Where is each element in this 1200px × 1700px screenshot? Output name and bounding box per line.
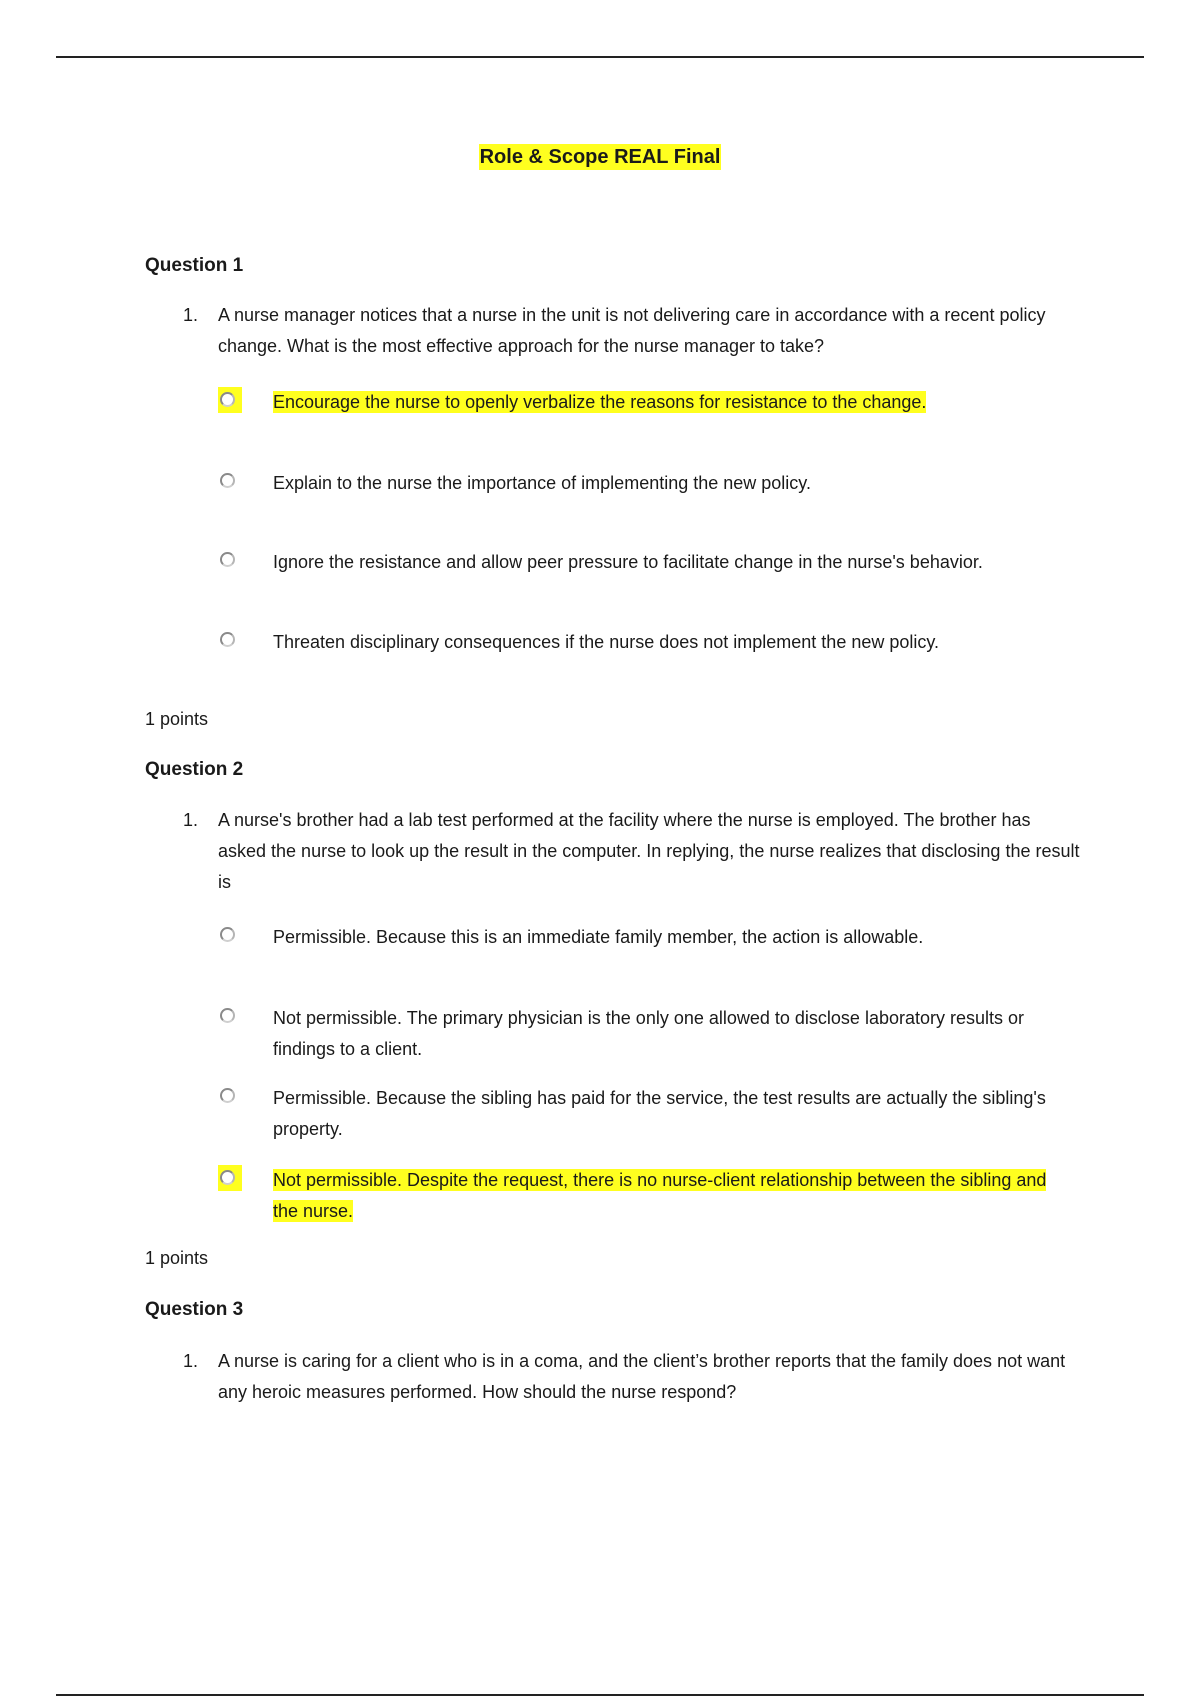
question-1-text: A nurse manager notices that a nurse in the unit is not delivering care in accordance with a recent policy change. What is the most effective approach for the nurse manager to take? [218, 305, 1046, 356]
question-3-number: 1. [183, 1351, 199, 1371]
question-3-text: A nurse is caring for a client who is in a coma, and the client’s brother reports that the family does not want any heroic measures performed. How should the nurse respond? [218, 1351, 1066, 1402]
option-label: Permissible. Because the sibling has paid for the service, the test results are actually the sibling's property. [273, 1088, 1046, 1139]
radio-button-icon[interactable] [220, 927, 235, 942]
radio-highlight [218, 387, 242, 413]
radio-button-icon[interactable] [220, 1008, 235, 1023]
radio-button-icon[interactable] [220, 473, 235, 488]
option-label: Ignore the resistance and allow peer pressure to facilitate change in the nurse's behavior. [273, 552, 983, 572]
radio-button-icon[interactable] [220, 632, 235, 647]
question-2-number: 1. [183, 810, 199, 830]
radio-button-icon[interactable] [220, 552, 235, 567]
top-divider [56, 56, 1144, 58]
option-label: Encourage the nurse to openly verbalize the reasons for resistance to the change. [273, 392, 927, 412]
option-label: Permissible. Because this is an immediate family member, the action is allowable. [273, 927, 924, 947]
option-label: Explain to the nurse the importance of implementing the new policy. [273, 473, 811, 493]
option-label: Not permissible. The primary physician is the only one allowed to disclose laboratory results or findings to a client. [273, 1008, 1025, 1059]
question-1-heading: Question 1 [145, 255, 244, 276]
question-2-heading: Question 2 [145, 759, 244, 780]
radio-button-icon[interactable] [220, 1170, 235, 1185]
option-label: Threaten disciplinary consequences if the nurse does not implement the new policy. [273, 632, 940, 652]
question-2-points: 1 points [145, 1248, 209, 1268]
question-1-number: 1. [183, 305, 199, 325]
option-label: Not permissible. Despite the request, there is no nurse-client relationship between the sibling and the nurse. [273, 1170, 1047, 1221]
document-title: Role & Scope REAL Final [479, 146, 721, 168]
question-1-stem [183, 300, 1083, 362]
question-3-heading: Question 3 [145, 1299, 244, 1320]
radio-button-icon[interactable] [220, 392, 235, 407]
radio-button-icon[interactable] [220, 1088, 235, 1103]
question-2-text: A nurse's brother had a lab test performed at the facility where the nurse is employed. The brother has asked the nurse to look up the result in the computer. In replying, the nurse realizes that disclosing the result is [218, 810, 1080, 892]
radio-highlight [218, 1165, 242, 1191]
question-3-stem [183, 1346, 1083, 1408]
question-2-stem [183, 805, 1083, 898]
bottom-divider [56, 1694, 1144, 1696]
question-1-points: 1 points [145, 709, 209, 729]
